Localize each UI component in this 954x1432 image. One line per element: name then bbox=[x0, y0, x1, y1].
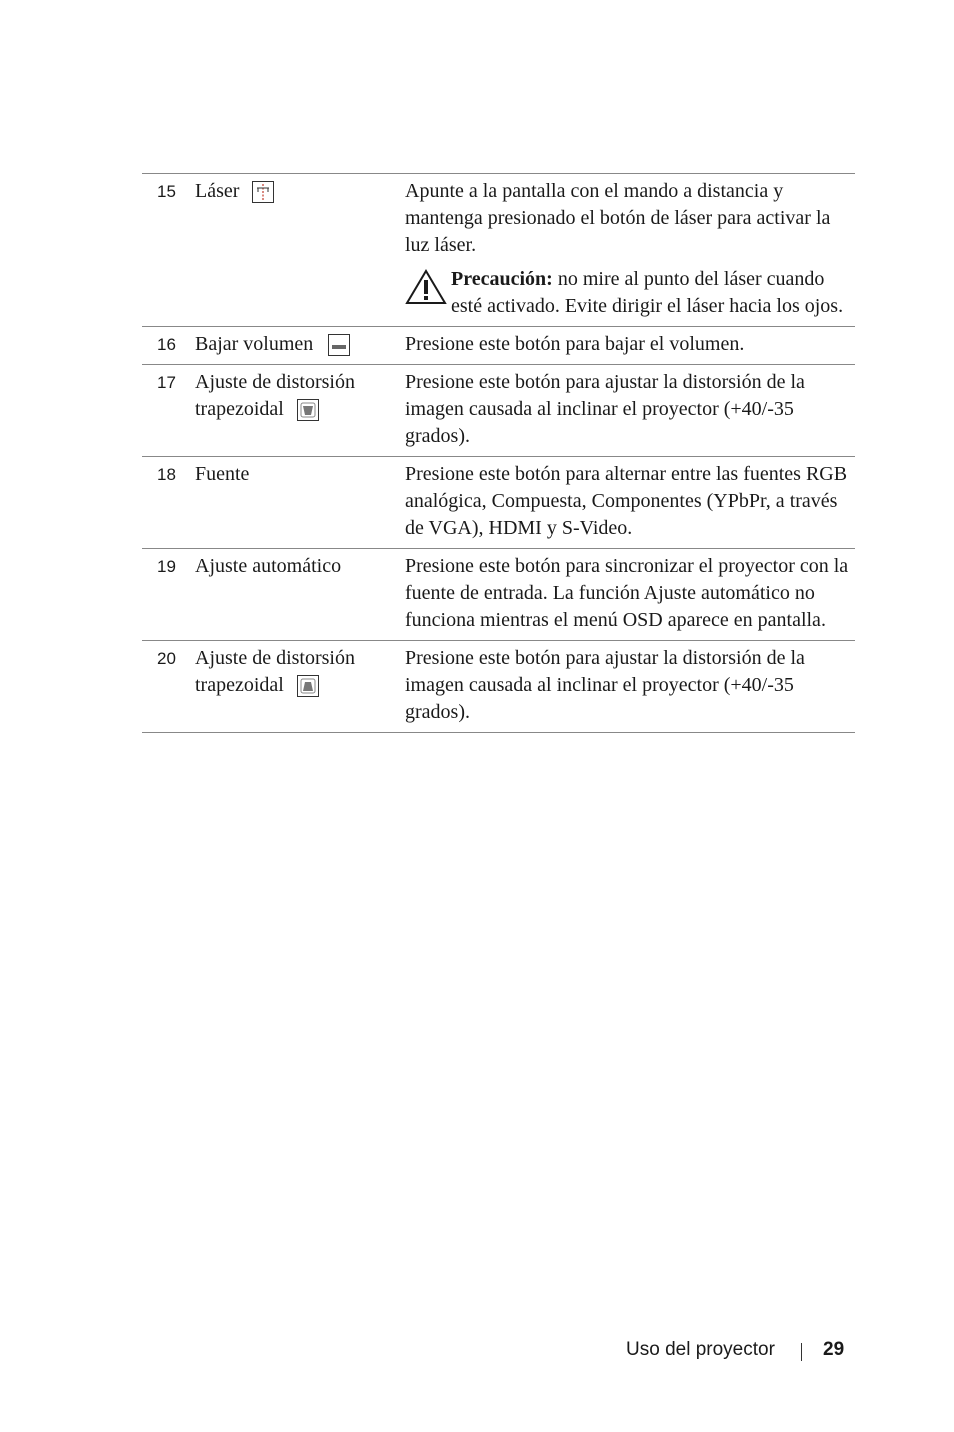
row-number: 20 bbox=[157, 649, 176, 668]
footer-section-title: Uso del proyector bbox=[626, 1339, 775, 1360]
table-row bbox=[142, 641, 855, 733]
row-name-text: Bajar volumen bbox=[195, 333, 314, 355]
row-number: 19 bbox=[157, 557, 176, 576]
caution-label: Precaución: bbox=[451, 268, 553, 290]
row-name bbox=[195, 369, 405, 450]
page-footer bbox=[0, 1339, 954, 1369]
row-description: Presione este botón para sincronizar el proyector con la fuente de entrada. La función Ajuste automático no funciona mientras el menú OSD aparece en pantalla. bbox=[405, 555, 849, 631]
row-name-text: Ajuste de distorsión trapezoidal bbox=[195, 371, 355, 420]
keystone-up-icon bbox=[297, 675, 319, 697]
caution-text bbox=[451, 266, 855, 320]
page-number: 29 bbox=[823, 1339, 845, 1360]
row-name bbox=[195, 178, 405, 320]
warning-triangle-icon bbox=[405, 266, 451, 320]
row-name bbox=[195, 461, 405, 542]
description-text: Apunte a la pantalla con el mando a distancia y mantenga presionado el botón de láser para activar la luz láser. bbox=[405, 180, 831, 256]
row-name bbox=[195, 331, 405, 358]
row-description bbox=[405, 178, 855, 320]
laser-icon bbox=[252, 181, 274, 203]
table-row bbox=[142, 174, 855, 327]
row-name-text: Láser bbox=[195, 180, 240, 202]
table-row bbox=[142, 365, 855, 457]
row-name bbox=[195, 645, 405, 726]
row-name-text: Fuente bbox=[195, 463, 250, 485]
row-number: 17 bbox=[157, 373, 176, 392]
row-description: Presione este botón para alternar entre las fuentes RGB analógica, Compuesta, Componentes (YPbPr, a través de VGA), HDMI y S-Video. bbox=[405, 463, 848, 539]
button-description-table bbox=[142, 173, 855, 733]
row-number: 18 bbox=[157, 465, 176, 484]
row-number: 15 bbox=[157, 182, 176, 201]
table-row bbox=[142, 327, 855, 365]
row-name bbox=[195, 553, 405, 634]
row-description: Presione este botón para ajustar la distorsión de la imagen causada al inclinar el proyector (+40/-35 grados). bbox=[405, 647, 805, 723]
row-number: 16 bbox=[157, 335, 176, 354]
caution-body: no mire al punto del láser cuando esté activado. Evite dirigir el láser hacia los ojos. bbox=[451, 268, 844, 317]
row-description: Presione este botón para bajar el volumen. bbox=[405, 333, 745, 355]
table-row bbox=[142, 549, 855, 641]
row-description: Presione este botón para ajustar la distorsión de la imagen causada al inclinar el proyector (+40/-35 grados). bbox=[405, 371, 805, 447]
keystone-down-icon bbox=[297, 399, 319, 421]
row-name-text: Ajuste de distorsión trapezoidal bbox=[195, 647, 355, 696]
volume-down-icon bbox=[328, 334, 350, 356]
table-row bbox=[142, 457, 855, 549]
caution-note bbox=[405, 266, 855, 320]
row-name-text: Ajuste automático bbox=[195, 555, 342, 577]
footer-divider bbox=[801, 1343, 802, 1361]
